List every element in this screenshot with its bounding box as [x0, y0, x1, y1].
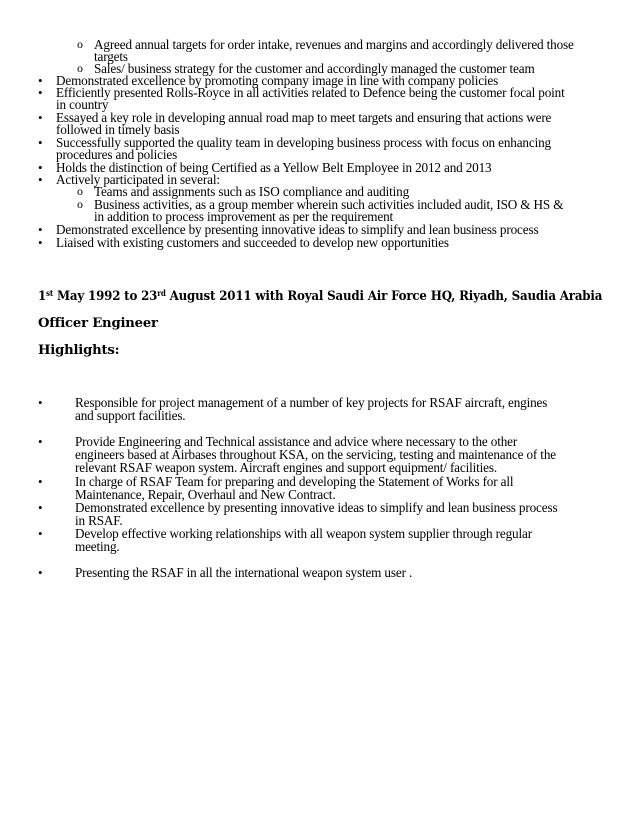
list-item-text: Agreed annual targets for order intake, revenues and margins and accordingly delivered those: [94, 37, 574, 52]
bullet: •: [38, 434, 43, 449]
start-day: 1: [38, 289, 47, 304]
bullet: •: [38, 110, 43, 125]
start-suffix: st: [46, 288, 54, 298]
list-item-text: Responsible for project management of a number of key projects for RSAF aircraft, engines: [75, 395, 548, 410]
list-item-text: Develop effective working relationships with all weapon system supplier through regular: [75, 526, 532, 541]
bullet: •: [38, 135, 43, 150]
list-item-text: Liaised with existing customers and succeeded to develop new opportunities: [56, 235, 449, 250]
sub-bullet: o: [77, 184, 83, 198]
sub-bullet: o: [77, 197, 83, 211]
bullet: •: [38, 85, 43, 100]
start-rest: May 1992 to 23: [53, 289, 158, 304]
bullet: •: [38, 526, 43, 541]
list-item-text: Provide Engineering and Technical assistance and advice where necessary to the other: [75, 434, 518, 449]
list-item-text: In charge of RSAF Team for preparing and developing the Statement of Works for all: [75, 474, 514, 489]
list-item-text: followed in timely basis: [56, 122, 180, 137]
list-item-text: Demonstrated excellence by presenting innovative ideas to simplify and lean business process: [56, 222, 539, 237]
sub-bullet: o: [77, 37, 83, 51]
job-dates-heading: [38, 290, 602, 303]
sub-bullet: o: [77, 61, 83, 75]
list-item-text: and support facilities.: [75, 408, 186, 423]
list-item-text: Efficiently presented Rolls-Royce in all activities related to Defence being the customer focal point: [56, 85, 565, 100]
list-item-text: in country: [56, 97, 109, 112]
highlights-heading: Highlights:: [38, 343, 120, 358]
list-item-text: targets: [94, 49, 128, 64]
bullet: •: [38, 172, 43, 187]
bullet: •: [38, 500, 43, 515]
bullet: •: [38, 474, 43, 489]
bullet: •: [38, 160, 43, 175]
bullet: •: [38, 395, 43, 410]
bullet: •: [38, 222, 43, 237]
end-suffix: rd: [157, 288, 166, 298]
list-item-text: Maintenance, Repair, Overhaul and New Contract.: [75, 487, 336, 502]
end-rest: August 2011 with Royal Saudi Air Force HQ, Riyadh, Saudia Arabia: [165, 289, 603, 304]
bullet: •: [38, 73, 43, 88]
list-item-text: Business activities, as a group member wherein such activities included audit, ISO & HS &: [94, 197, 564, 212]
list-item-text: Demonstrated excellence by presenting innovative ideas to simplify and lean business process: [75, 500, 558, 515]
list-item-text: engineers based at Airbases throughout KSA, on the servicing, testing and maintenance of the: [75, 447, 556, 462]
list-item-text: Essayed a key role in developing annual road map to meet targets and ensuring that actions were: [56, 110, 552, 125]
list-item-text: in addition to process improvement as per the requirement: [94, 209, 394, 224]
list-item-text: Sales/ business strategy for the customer and accordingly managed the customer team: [94, 61, 535, 76]
list-item-text: Actively participated in several:: [56, 172, 220, 187]
bullet: •: [38, 235, 43, 250]
list-item-text: relevant RSAF weapon system. Aircraft engines and support equipment/ facilities.: [75, 460, 497, 475]
list-item-text: Successfully supported the quality team in developing business process with focus on enhancing: [56, 135, 551, 150]
list-item-text: Demonstrated excellence by promoting company image in line with company policies: [56, 73, 499, 88]
list-item-text: Holds the distinction of being Certified as a Yellow Belt Employee in 2012 and 2013: [56, 160, 492, 175]
job-title: Officer Engineer: [38, 316, 158, 331]
list-item-text: Presenting the RSAF in all the international weapon system user .: [75, 565, 413, 580]
list-item-text: procedures and policies: [56, 147, 178, 162]
list-item-text: Teams and assignments such as ISO compliance and auditing: [94, 184, 410, 199]
list-item-text: meeting.: [75, 539, 120, 554]
list-item-text: in RSAF.: [75, 513, 123, 528]
bullet: •: [38, 565, 43, 580]
